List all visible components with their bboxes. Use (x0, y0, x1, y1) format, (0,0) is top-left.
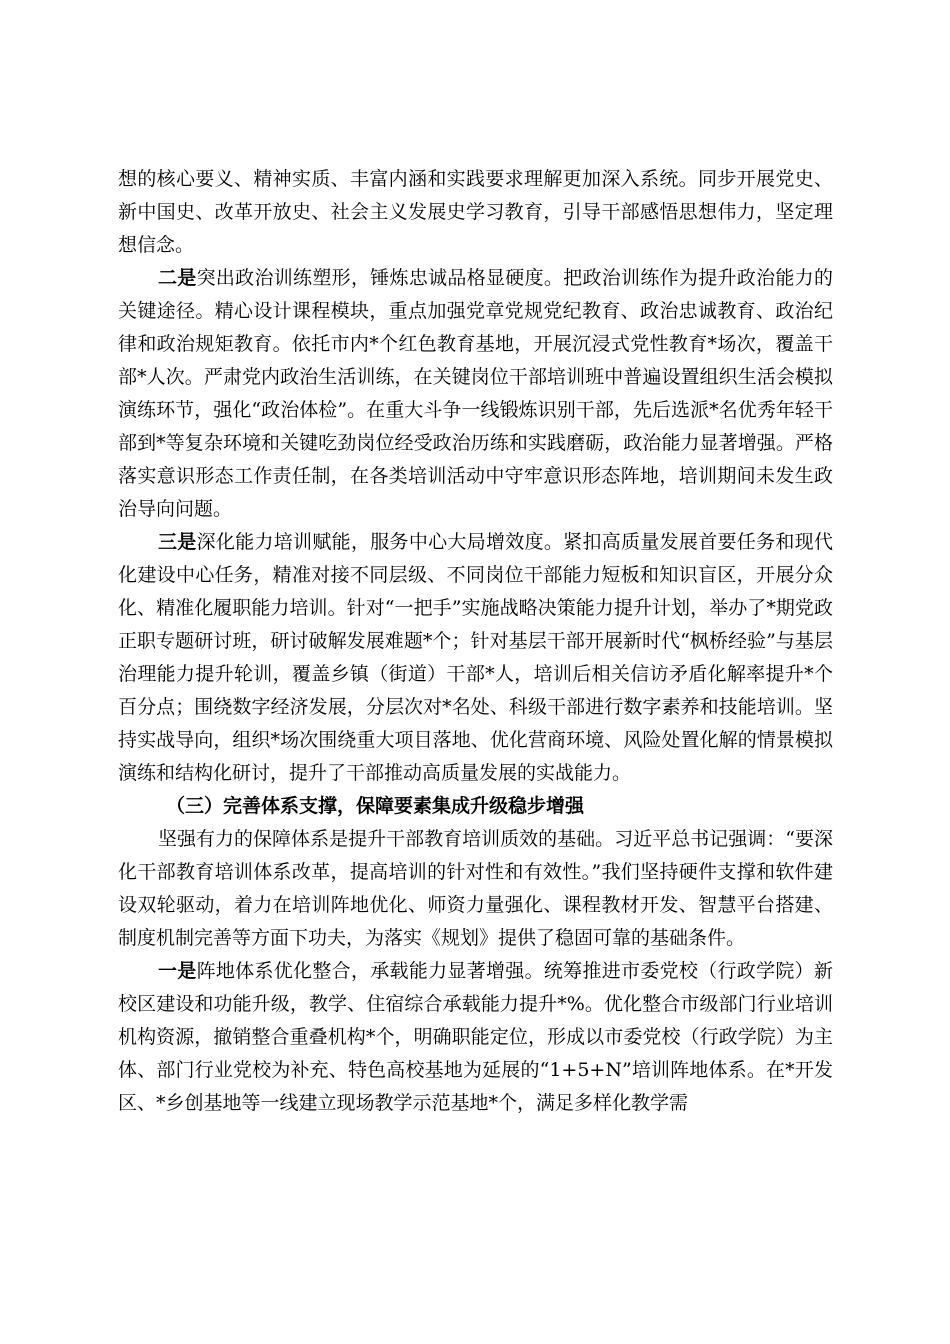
paragraph-lead: 三是 (158, 531, 197, 553)
paragraph-text: 想的核心要义、精神实质、丰富内涵和实践要求理解更加深入系统。同步开展党史、新中国史、改革开放史、社会主义发展史学习教育，引导干部感悟思想伟力，坚定理想信念。 (118, 168, 833, 256)
paragraph-point-three (118, 526, 833, 790)
paragraph-point-two (118, 262, 833, 526)
paragraph-lead: 二是 (158, 267, 197, 289)
paragraph-text: 突出政治训练塑形，锤炼忠诚品格显硬度。把政治训练作为提升政治能力的关键途径。精心设计课程模块，重点加强党章党规党纪教育、政治忠诚教育、政治纪律和政治规矩教育。依托市内*个红色教育基地，开展沉浸式党性教育*场次，覆盖干部*人次。严肃党内政治生活训练，在关键岗位干部培训班中普遍设置组织生活会模拟演练环节，强化“政治体检”。在重大斗争一线锻炼识别干部，先后选派*名优秀年轻干部到*等复杂环境和关键吃劲岗位经受政治历练和实践磨砺，政治能力显著增强。严格落实意识形态工作责任制，在各类培训活动中守牢意识形态阵地，培训期间未发生政治导向问题。 (118, 267, 833, 520)
section-heading: （三）完善体系支撑，保障要素集成升级稳步增强 (166, 795, 585, 817)
paragraph-text: 坚强有力的保障体系是提升干部教育培训质效的基础。习近平总书记强调：“要深化干部教育培训体系改革，提高培训的针对性和有效性。”我们坚持硬件支撑和软件建设双轮驱动，着力在培训阵地优化、师资力量强化、课程教材开发、智慧平台搭建、制度机制完善等方面下功夫，为落实《规划》提供了稳固可靠的基础条件。 (118, 828, 833, 949)
paragraph-intro (118, 823, 833, 955)
paragraph-point-one (118, 955, 833, 1120)
paragraph-continuation (118, 163, 833, 262)
document-page (118, 163, 833, 1120)
paragraph-text: 深化能力培训赋能，服务中心大局增效度。紧扣高质量发展首要任务和现代化建设中心任务，精准对接不同层级、不同岗位干部能力短板和知识盲区，开展分众化、精准化履职能力培训。针对“一把手”实施战略决策能力提升计划，举办了*期党政正职专题研讨班，研讨破解发展难题*个；针对基层干部开展新时代“枫桥经验”与基层治理能力提升轮训，覆盖乡镇（街道）干部*人，培训后相关信访矛盾化解率提升*个百分点；围绕数字经济发展，分层次对*名处、科级干部进行数字素养和技能培训。坚持实战导向，组织*场次围绕重大项目落地、优化营商环境、风险处置化解的情景模拟演练和结构化研讨，提升了干部推动高质量发展的实战能力。 (118, 531, 833, 784)
paragraph-text: 阵地体系优化整合，承载能力显著增强。统筹推进市委党校（行政学院）新校区建设和功能升级，教学、住宿综合承载能力提升*%。优化整合市级部门行业培训机构资源，撤销整合重叠机构*个，明确职能定位，形成以市委党校（行政学院）为主体、部门行业党校为补充、特色高校基地为延展的“1+5+N”培训阵地体系。在*开发区、*乡创基地等一线建立现场教学示范基地*个，满足多样化教学需 (118, 960, 833, 1114)
paragraph-lead: 一是 (158, 960, 197, 982)
